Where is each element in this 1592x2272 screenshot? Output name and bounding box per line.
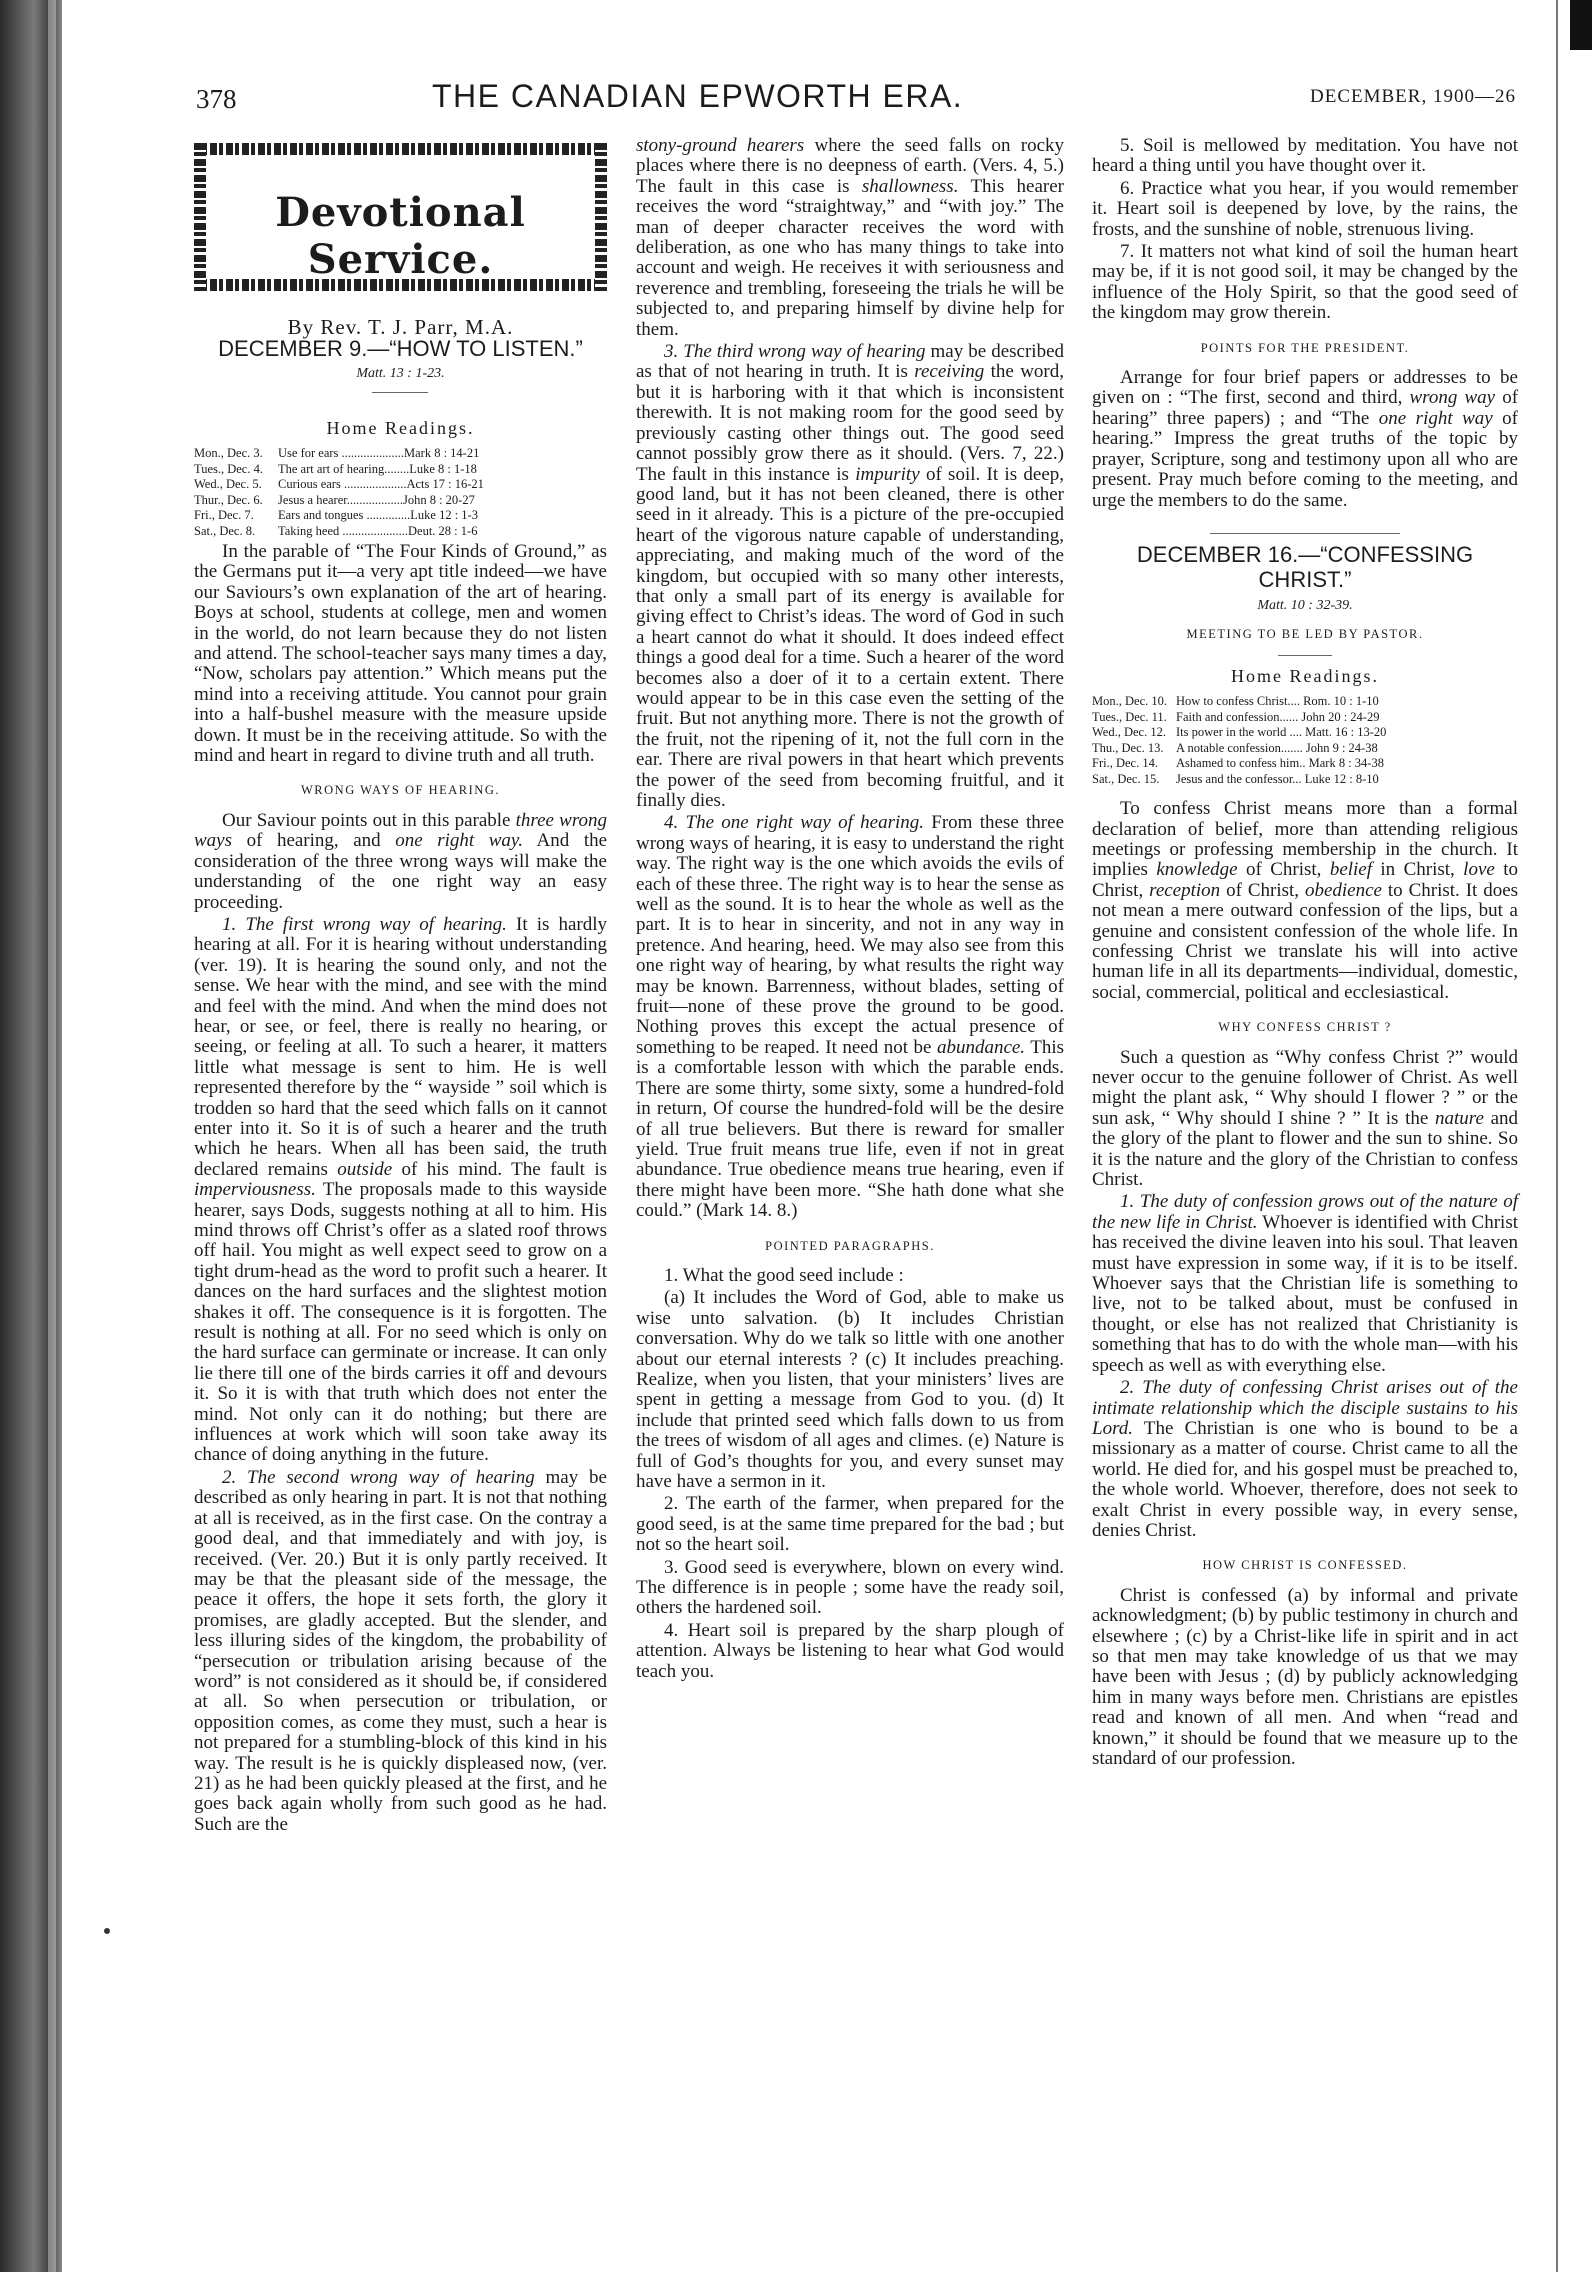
session2-heading — [1092, 542, 1518, 592]
pointed-paragraph: 6. Practice what you hear, if you would remember it. Heart soil is deepened by love, by the rains, the frosts, and the sunshine of noble, strenuous living. — [1092, 177, 1518, 240]
reading-row: Sat., Dec. 15. Jesus and the confessor... Luke 12 : 8-10 — [1092, 771, 1379, 786]
session2-heading-line2: CHRIST.” — [1258, 566, 1352, 592]
right-way: 4. The one right way of hearing. From these three wrong ways of hearing, it is easy to understand the right way. The right way is the one which avoids the evils of each of these three. The right way is to hear the sense as well as the sound. It is to hear the whole as well as the part. It is to hear in sincerity, and not in any way in pretence. And hearing, heed. We may also see from this one right way of hearing, by what results the right way may be known. Barrenness, without blades, setting of fruit—none of these prove the ground to be good. Nothing proves this except the actual presence of something to be reaped. It need not be abundance. This is a comfortable lesson with which the parable ends. There are some thirty, some sixty, some a hundred-fold in return, Of course the hundred-fold will be the desire of all true believers. But there is reward for smaller yield. True fruit means true life, even if not in great abundance. True obedience means true hearing, even if there might have been more. “She hath done what she could.” (Mark 14. 8.) — [636, 812, 1065, 1222]
president-paragraph: Arrange for four brief papers or addresses to be given on : “The first, second and third, wrong way of hearing” three papers) ; and “The one right way of hearing.” Impress the great truths of the topic by prayer, Scripture, song and testimony upon all who are present. Pray much before coming to the meeting, and urge the members to do the same. — [1092, 367, 1519, 511]
section-title-box — [194, 143, 607, 291]
intro-paragraph: In the parable of “The Four Kinds of Ground,” as the Germans put it—a very apt title indeed—we have our Saviours’s own explanation of the art of hearing. Boys at school, students at college, men and women in the world, do not learn because they do not listen and attend. The school-teacher says many times a day, “Now, scholars pay attention.” Which means put the mind into a receiving attitude. You cannot pour grain into a half-bushel measure with the measure upside down. It must be in the receiving attitude. So with the mind and heart in regard to divine truth and all truth. — [194, 541, 607, 767]
first-wrong-way: 1. The first wrong way of hearing. It is hardly hearing at all. For it is hearing without understanding (ver. 19). It is hearing the sound only, and not the sense. We hear with the mind, and see with the mind and feel with the mind. And when the mind does not hear, or see, or feel, there is really no hearing, or seeing, or feeling at all. To such a hearer, it matters little what message is sent to him. He is well represented therefore by the “ wayside ” soil which is trodden so hard that the seed which falls on it cannot enter into it. So it is of such a hearer and the truth which he hears. When all has been said, the truth declared remains outside of his mind. The fault is imperviousness. The proposals made to this wayside hearer, says Dods, suggests nothing at all to him. His mind throws off Christ’s offer as a slated roof throws off hail. You might as well expect seed to grow on a tight drum-head as the word to profit such a hearer. It dances on the hard surfaces and the slightest motion shakes it off. The consequence is it is forgotten. The result is nothing at all. For no seed which is only on the hard surface can germinate or increase. It can only lie there till one of the birds carries it off and devours it. So it is with that truth which does not enter the mind. Not only can it do nothing; but there are influences at work which will soon take away its chance of doing anything in the future. — [194, 913, 607, 1466]
column-3 — [1092, 136, 1518, 1771]
wrong-ways-heading: WRONG WAYS OF HEARING. — [301, 783, 500, 798]
second-wrong-way: 2. The second wrong way of hearing may be described as only hearing in part. It is not that nothing at all is received, as in the first case. On the contray a good deal, and that immediately and with joy, is received. (Ver. 20.) But it is only partly received. It may be that the pleasant side of the message, the peace it offers, the hope it sets forth, the glory it promises, are gladly accepted. But the slender, and less illuring sides of the kingdom, the probability of “persecution or tribulation arising because of the word” is not considered as it should be, if considered at all. So when persecution or tribulation, or opposition comes, as come they must, such a hear is not prepared for a stumbling-block of this kind in his way. The result is he is quickly displeased now, (ver. 21) as he had been quickly pleased at the first, and he goes back again wholly from such good as he had. Such are the — [194, 1466, 607, 1835]
page-number: 378 — [196, 84, 237, 114]
session1-heading: DECEMBER 9.—“HOW TO LISTEN.” — [218, 336, 583, 361]
confess-point-2: 2. The duty of confessing Christ arises out of the intimate relationship which the disciple sustains to his Lord. The Christian is one who is bound to be a missionary as a matter of course. Christ came to all the world. He died for, and his gospel must be preached to, the whole world. Whoever, therefore, does not seek to exalt Christ in every possible way, in every sense, denies Christ. — [1092, 1377, 1518, 1541]
session1-home-readings-title: Home Readings. — [326, 418, 475, 438]
pointed-paragraphs-heading: POINTED PARAGRAPHS. — [765, 1238, 935, 1253]
session1-ref: Matt. 13 : 1-23. — [356, 366, 445, 381]
divider — [372, 392, 428, 393]
session2-heading-line1: DECEMBER 16.—“CONFESSING — [1136, 541, 1474, 567]
president-heading: POINTS FOR THE PRESIDENT. — [1200, 340, 1410, 355]
reading-row: Mon., Dec. 10. How to confess Christ.... Rom. 10 : 1-10 — [1092, 694, 1379, 709]
second-wrong-way-cont: stony-ground hearers where the seed falls on rocky places where there is no deepness of earth. (Vers. 4, 5.) The fault in this case is shallowness. This hearer receives the word “straightway,” and “with joy.” The man of deeper character receives the word with deliberation, as one who has many things to take into account and weigh. He receives it with seriousness and reverence and trembling, foreseeing the trials he will be subjected to, and preparing himself by divine help for them. — [636, 135, 1065, 340]
column-1 — [194, 542, 607, 1837]
column-2 — [636, 136, 1064, 1684]
pointed-paragraph: (a) It includes the Word of God, able to make us wise unto salvation. (b) It includes Christian conversation. Why do we talk so little with one another about our eternal interests ? (c) It includes preaching. Realize, when you listen, that your ministers’ lives are spent in getting a message from God to you. (d) It include that printed seed which falls down to us from the trees of wisdom of all ages and climes. (e) Nature is full of God’s thoughts for you, and every sunset may have have a sermon in it. — [636, 1287, 1064, 1492]
corner-mark — [1570, 0, 1592, 50]
reading-row: Sat., Dec. 8. Taking heed .....................Deut. 28 : 1-6 — [194, 523, 478, 538]
margin-dot — [104, 1928, 110, 1934]
reading-row: Fri., Dec. 14. Ashamed to confess him.. Mark 8 : 34-38 — [1092, 756, 1384, 771]
border-top — [194, 143, 607, 155]
divider — [1210, 533, 1400, 534]
third-wrong-way: 3. The third wrong way of hearing may be described as that of not hearing in truth. It is receiving the word, but it is harboring with it that which is inconsistent therewith. It is not making room for the good seed by previously casting other things out. The good seed cannot possibly grow there as it should. (Vers. 7, 22.) The fault in this instance is impurity of soil. It is deep, good land, but it has not been cleaned, there is other seed in it already. This is a picture of the pre-occupied heart of the vigorous nature capable of understanding, appreciating, and making much of the word of the kingdom, but occupied with so many other interests, that only a small part of its energy is available for giving effect to Christ’s ideas. The word of God in such a heart cannot do what it should. It does indeed effect things a good deal for a time. Such a hearer of the word becomes also a doer of it to a certain extent. There would appear to be in this case even the setting of the fruit. But not anything more. There is not the growth of the fruit, not the ripening of it, not the full corn in the ear. There are rival powers in that heart which prevents the power of the seed from becoming fruitful, and it finally dies. — [636, 341, 1065, 811]
page-edge — [1556, 0, 1558, 2272]
session1-readings-table — [194, 446, 607, 539]
session2-home-readings-title: Home Readings. — [1231, 665, 1379, 686]
confess-point-1: 1. The duty of confession grows out of the nature of the new life in Christ. Whoever is identified with Christ has received the divine leaven into his soul. That leaven must have expression in some way, if it is to be itself. Whoever says that the Christian life is something to live, not to be talked about, must be confused in thought, or else has not realized that Christianity is something that has to do with the whole man—with his speech as well as with everything else. — [1092, 1191, 1518, 1376]
reading-row: Wed., Dec. 12. Its power in the world .... Matt. 16 : 13-20 — [1092, 725, 1387, 740]
header-date: DECEMBER, 1900—26 — [1310, 86, 1516, 107]
masthead: THE CANADIAN EPWORTH ERA. — [432, 78, 964, 114]
reading-row: Tues., Dec. 4. The art art of hearing........Luke 8 : 1-18 — [194, 461, 477, 476]
reading-row: Fri., Dec. 7. Ears and tongues ..............Luke 12 : 1-3 — [194, 508, 478, 522]
reading-row: Tues., Dec. 11. Faith and confession...... John 20 : 24-29 — [1092, 709, 1380, 724]
pointed-paragraph: 3. Good seed is everywhere, blown on every wind. The difference is in people ; some have the ready soil, others the hardened soil. — [636, 1556, 1064, 1619]
pointed-paragraph: 4. Heart soil is prepared by the sharp plough of attention. Always be listening to hear what God would teach you. — [636, 1619, 1064, 1682]
reading-row: Thur., Dec. 6. Jesus a hearer..................John 8 : 20-27 — [194, 492, 475, 507]
session2-ref: Matt. 10 : 32-39. — [1257, 597, 1353, 613]
wrong-ways-intro: Our Saviour points out in this parable three wrong ways of hearing, and one right way. And the consideration of the three wrong ways will make the understanding of the one right way an easy proceeding. — [194, 809, 608, 913]
pointed-paragraph: 5. Soil is mellowed by meditation. You have not heard a thing until you have thought over it. — [1092, 135, 1518, 177]
reading-row: Wed., Dec. 5. Curious ears ....................Acts 17 : 16-21 — [194, 477, 484, 491]
why-confess-paragraph: Such a question as “Why confess Christ ?” would never occur to the genuine follower of Christ. As well might the plant ask, “ Why should I flower ? ” or the sun ask, “ Why should I shine ? ” It is the nature and the glory of the plant to flower and the sun to shine. So it is the nature and the glory of the Christian to confess Christ. — [1092, 1046, 1518, 1191]
divider — [1278, 655, 1332, 656]
pointed-paragraph: 7. It matters not what kind of soil the human heart may be, if it is not good soil, it may be changed by the influence of the Holy Spirit, so that the good seed of the kingdom may grow therein. — [1092, 241, 1518, 324]
why-confess-heading: WHY CONFESS CHRIST ? — [1218, 1020, 1392, 1035]
how-confessed-paragraph: Christ is confessed (a) by informal and private acknowledgment; (b) by public testimony in church and elsewhere ; (c) by a Christ-like life in spirit and in act so that men may take knowledge of us that we may have been with Jesus ; (d) by publicly acknowledging him in many ways before men. Christians are epistles read and known of all men. And when “read and known,” it should be found that we measure up to the standard of our profession. — [1092, 1584, 1518, 1769]
how-confessed-heading: HOW CHRIST IS CONFESSED. — [1202, 1558, 1408, 1573]
session2-readings-table — [1092, 694, 1518, 787]
section-title: Devotional Service. — [275, 189, 526, 283]
reading-row: Mon., Dec. 3. Use for ears ....................Mark 8 : 14-21 — [194, 446, 480, 460]
spine-highlight — [48, 0, 56, 2272]
pointed-paragraph: 1. What the good seed include : — [664, 1264, 904, 1286]
session2-intro: To confess Christ means more than a formal declaration of belief, more than attending religious meetings or professing membership in the church. It implies knowledge of Christ, belief in Christ, love to Christ, reception of Christ, obedience to Christ. It does not mean a mere outward confession of the lips, but a genuine and consistent confession of the whole life. In confessing Christ we translate his will into active human life in all its departments—individual, domestic, social, commercial, political and ecclesiastical. — [1092, 798, 1519, 1003]
reading-row: Thu., Dec. 13. A notable confession....... John 9 : 24-38 — [1092, 740, 1378, 755]
pointed-paragraph: 2. The earth of the farmer, when prepared for the good seed, is at the same time prepared for the bad ; but not so the heart soil. — [636, 1493, 1064, 1556]
session2-leader: MEETING TO BE LED BY PASTOR. — [1186, 627, 1424, 642]
byline: By Rev. T. J. Parr, M.A. — [287, 315, 514, 339]
